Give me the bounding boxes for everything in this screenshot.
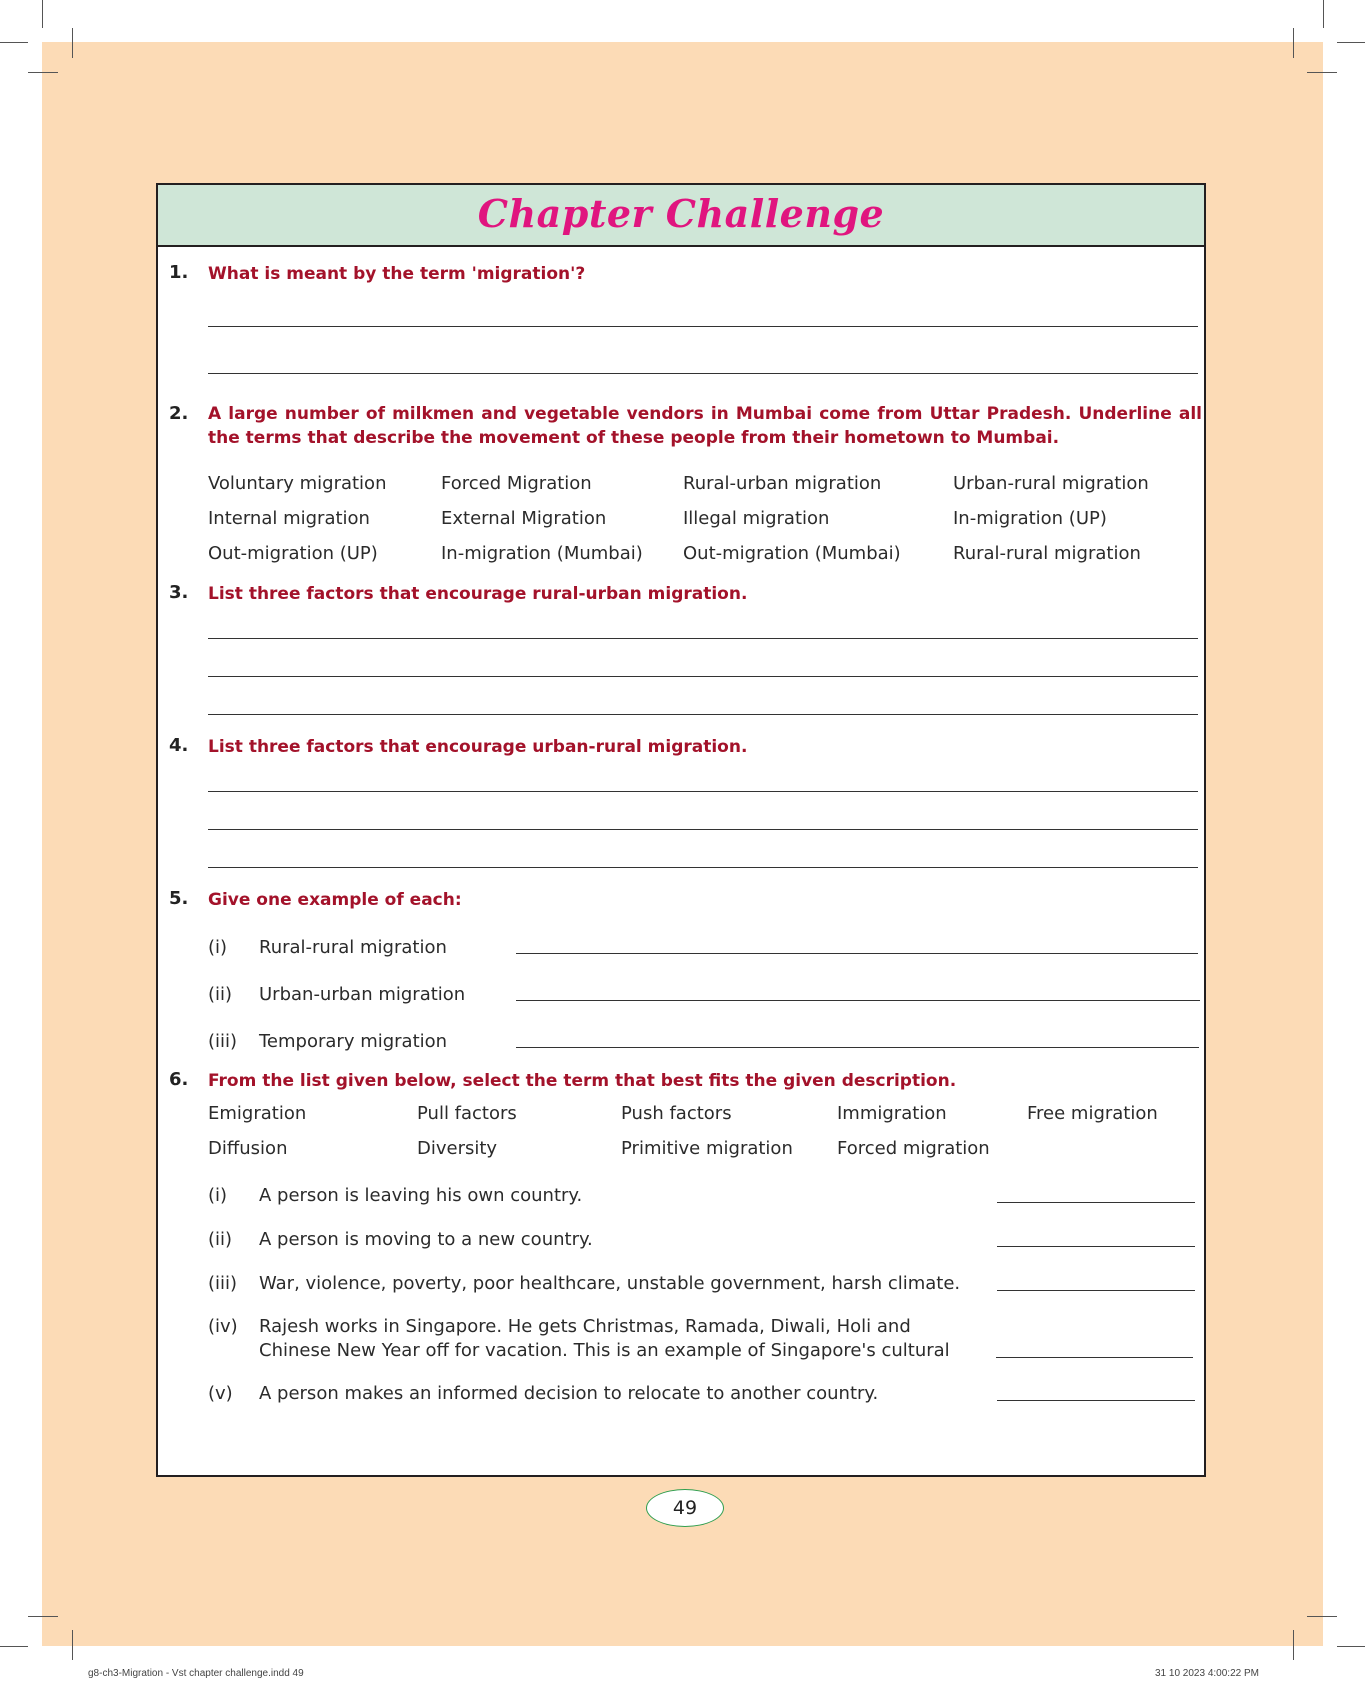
term-option[interactable]: Diffusion (208, 1138, 288, 1159)
question-number: 3. (169, 582, 189, 603)
term-option[interactable]: In-migration (Mumbai) (441, 543, 643, 564)
crop-mark (1293, 28, 1294, 58)
answer-line[interactable] (516, 1047, 1199, 1048)
answer-line[interactable] (208, 638, 1198, 639)
crop-mark (72, 28, 73, 58)
item-numeral: (ii) (208, 984, 233, 1005)
crop-mark (1293, 1630, 1294, 1660)
item-description: A person makes an informed decision to relocate to another country. (259, 1383, 879, 1404)
term-option[interactable]: Voluntary migration (208, 473, 387, 494)
term-option[interactable]: In-migration (UP) (953, 508, 1107, 529)
term-option[interactable]: Push factors (621, 1103, 732, 1124)
term-option[interactable]: Rural-rural migration (953, 543, 1141, 564)
item-numeral: (i) (208, 937, 228, 958)
answer-line[interactable] (208, 867, 1198, 868)
question-number: 4. (169, 735, 189, 756)
page-number-badge (646, 1489, 724, 1527)
crop-mark (1337, 1646, 1365, 1647)
item-description: A person is leaving his own country. (259, 1185, 583, 1206)
question-text: What is meant by the term 'migration'? (208, 264, 586, 284)
answer-line[interactable] (997, 1246, 1195, 1247)
question-number: 1. (169, 262, 189, 283)
question-number: 5. (169, 888, 189, 909)
question-number: 6. (169, 1069, 189, 1090)
term-option[interactable]: Forced migration (837, 1138, 990, 1159)
term-option[interactable]: Internal migration (208, 508, 370, 529)
item-numeral: (v) (208, 1383, 233, 1404)
term-option[interactable]: Out-migration (Mumbai) (683, 543, 901, 564)
question-text: List three factors that encourage rural-urban migration. (208, 584, 748, 604)
term-option[interactable]: Pull factors (417, 1103, 517, 1124)
print-slug-filename: g8-ch3-Migration - Vst chapter challenge.indd 49 (88, 1668, 304, 1679)
item-numeral: (iii) (208, 1031, 238, 1052)
term-option[interactable]: Immigration (837, 1103, 947, 1124)
item-description-continued: Chinese New Year off for vacation. This is an example of Singapore's cultural (259, 1340, 950, 1361)
question-number: 2. (169, 403, 189, 424)
term-option[interactable]: Illegal migration (683, 508, 830, 529)
answer-line[interactable] (208, 791, 1198, 792)
item-description: A person is moving to a new country. (259, 1229, 593, 1250)
answer-line[interactable] (208, 676, 1198, 677)
crop-mark (42, 0, 43, 28)
crop-mark (0, 42, 28, 43)
item-description: Rajesh works in Singapore. He gets Christmas, Ramada, Diwali, Holi and (259, 1316, 911, 1337)
answer-line[interactable] (208, 714, 1198, 715)
term-option[interactable]: External Migration (441, 508, 607, 529)
question-text: Give one example of each: (208, 890, 462, 910)
item-label: Urban-urban migration (259, 984, 466, 1005)
term-option[interactable]: Urban-rural migration (953, 473, 1149, 494)
term-option[interactable]: Free migration (1027, 1103, 1158, 1124)
print-slug-timestamp: 31 10 2023 4:00:22 PM (1155, 1668, 1259, 1679)
question-text: List three factors that encourage urban-rural migration. (208, 737, 748, 757)
item-label: Rural-rural migration (259, 937, 447, 958)
term-option[interactable]: Forced Migration (441, 473, 592, 494)
term-option[interactable]: Out-migration (UP) (208, 543, 378, 564)
answer-line[interactable] (516, 953, 1198, 954)
item-numeral: (i) (208, 1185, 228, 1206)
worksheet-panel (156, 183, 1206, 1477)
answer-line[interactable] (997, 1202, 1195, 1203)
crop-mark (1323, 0, 1324, 28)
page-number: 49 (672, 1497, 698, 1519)
item-label: Temporary migration (259, 1031, 448, 1052)
panel-header (158, 185, 1204, 247)
crop-mark (28, 1616, 58, 1617)
question-text: A large number of milkmen and vegetable vendors in Mumbai come from Uttar Pradesh. Underline all the terms that describe the movement of these people from their hometown to Mumbai. (208, 404, 1202, 448)
term-option[interactable]: Primitive migration (621, 1138, 793, 1159)
item-numeral: (iv) (208, 1316, 238, 1337)
crop-mark (1307, 1616, 1337, 1617)
question-text: From the list given below, select the term that best fits the given description. (208, 1071, 957, 1091)
crop-mark (28, 72, 58, 73)
crop-mark (0, 1646, 28, 1647)
term-option[interactable]: Rural-urban migration (683, 473, 882, 494)
item-numeral: (ii) (208, 1229, 233, 1250)
page-title: Chapter Challenge (477, 191, 885, 236)
term-option[interactable]: Emigration (208, 1103, 307, 1124)
answer-line[interactable] (997, 1400, 1195, 1401)
item-numeral: (iii) (208, 1273, 238, 1294)
answer-line[interactable] (208, 829, 1198, 830)
item-description: War, violence, poverty, poor healthcare, unstable government, harsh climate. (259, 1273, 961, 1294)
crop-mark (1307, 72, 1337, 73)
answer-line[interactable] (997, 1290, 1195, 1291)
crop-mark (1337, 42, 1365, 43)
term-option[interactable]: Diversity (417, 1138, 498, 1159)
crop-mark (72, 1630, 73, 1660)
answer-line[interactable] (516, 1000, 1200, 1001)
answer-line[interactable] (208, 373, 1198, 374)
answer-line[interactable] (996, 1357, 1193, 1358)
answer-line[interactable] (208, 326, 1198, 327)
